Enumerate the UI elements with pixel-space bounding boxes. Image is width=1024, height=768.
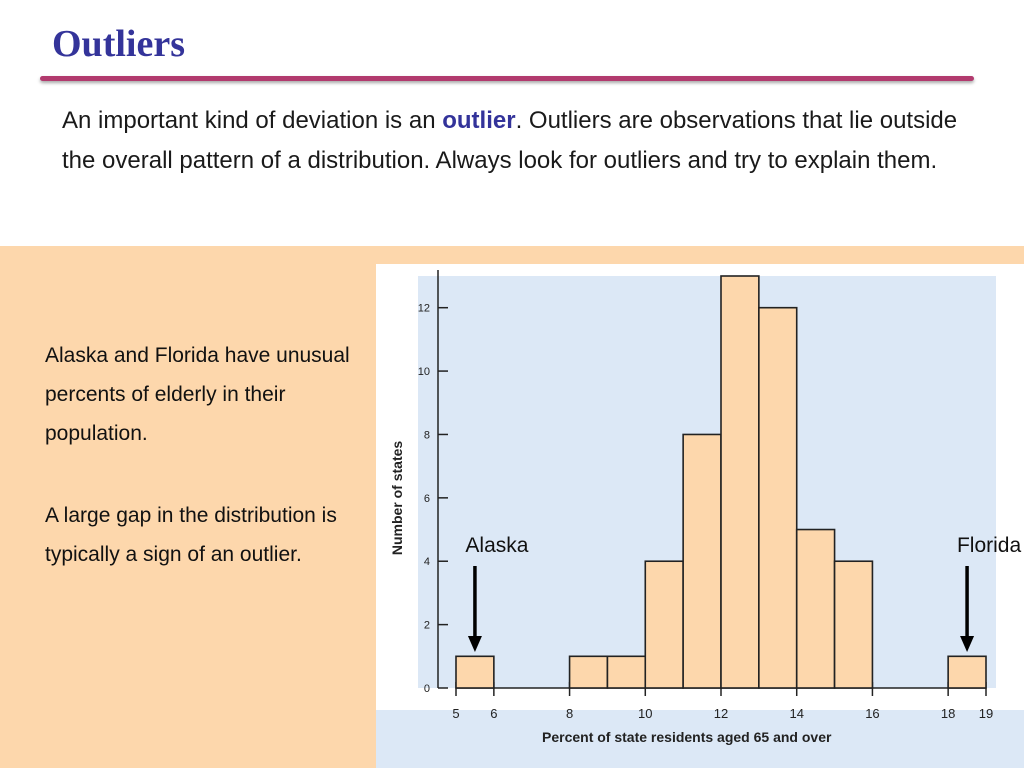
histogram-bar	[835, 561, 873, 688]
histogram-bar	[948, 656, 986, 688]
x-tick-label: 19	[978, 706, 994, 721]
x-tick-label: 18	[940, 706, 956, 721]
histogram-bar	[570, 656, 608, 688]
histogram-bar	[721, 276, 759, 688]
x-tick-label: 8	[565, 706, 574, 721]
y-tick-label: 8	[423, 429, 430, 442]
y-tick-label: 4	[423, 556, 430, 569]
y-tick-label: 10	[417, 366, 430, 379]
x-tick-label: 6	[490, 706, 498, 721]
y-tick-label: 2	[423, 619, 430, 632]
y-tick-label: 6	[423, 492, 430, 505]
x-tick-label: 12	[713, 706, 729, 721]
y-tick-label: 12	[417, 302, 430, 315]
slide-title: Outliers	[52, 23, 185, 65]
histogram-chart	[376, 264, 1024, 768]
histogram-bar	[759, 308, 797, 688]
x-tick-label: 10	[638, 706, 653, 721]
histogram-bar	[797, 530, 835, 688]
intro-text-start: An important kind of deviation is an	[62, 107, 443, 134]
histogram-bar	[456, 656, 494, 688]
intro-term-outlier: outlier	[442, 107, 516, 134]
y-axis-title: Number of states	[389, 440, 405, 556]
x-tick-label: 14	[789, 706, 804, 721]
annotation-label-alaska: Alaska	[465, 534, 529, 557]
x-axis-title: Percent of state residents aged 65 and over	[542, 729, 832, 745]
histogram-bar	[607, 656, 645, 688]
y-tick-label: 0	[423, 683, 430, 695]
note-alaska-florida: Alaska and Florida have unusual percents of elderly in their population.	[45, 344, 350, 445]
histogram-bar	[645, 561, 683, 688]
intro-paragraph	[62, 101, 962, 181]
note-large-gap: A large gap in the distribution is typically a sign of an outlier.	[45, 504, 337, 566]
annotation-label-florida: Florida	[956, 534, 1022, 557]
x-tick-label: 5	[452, 706, 460, 721]
intro-text-end: . Outliers are observations that lie outside the overall pattern of a distribution. Always look for outliers and try to explain them.	[62, 107, 958, 174]
title-underline	[40, 76, 974, 81]
x-tick-label: 16	[865, 706, 880, 721]
histogram-bar	[683, 434, 721, 688]
